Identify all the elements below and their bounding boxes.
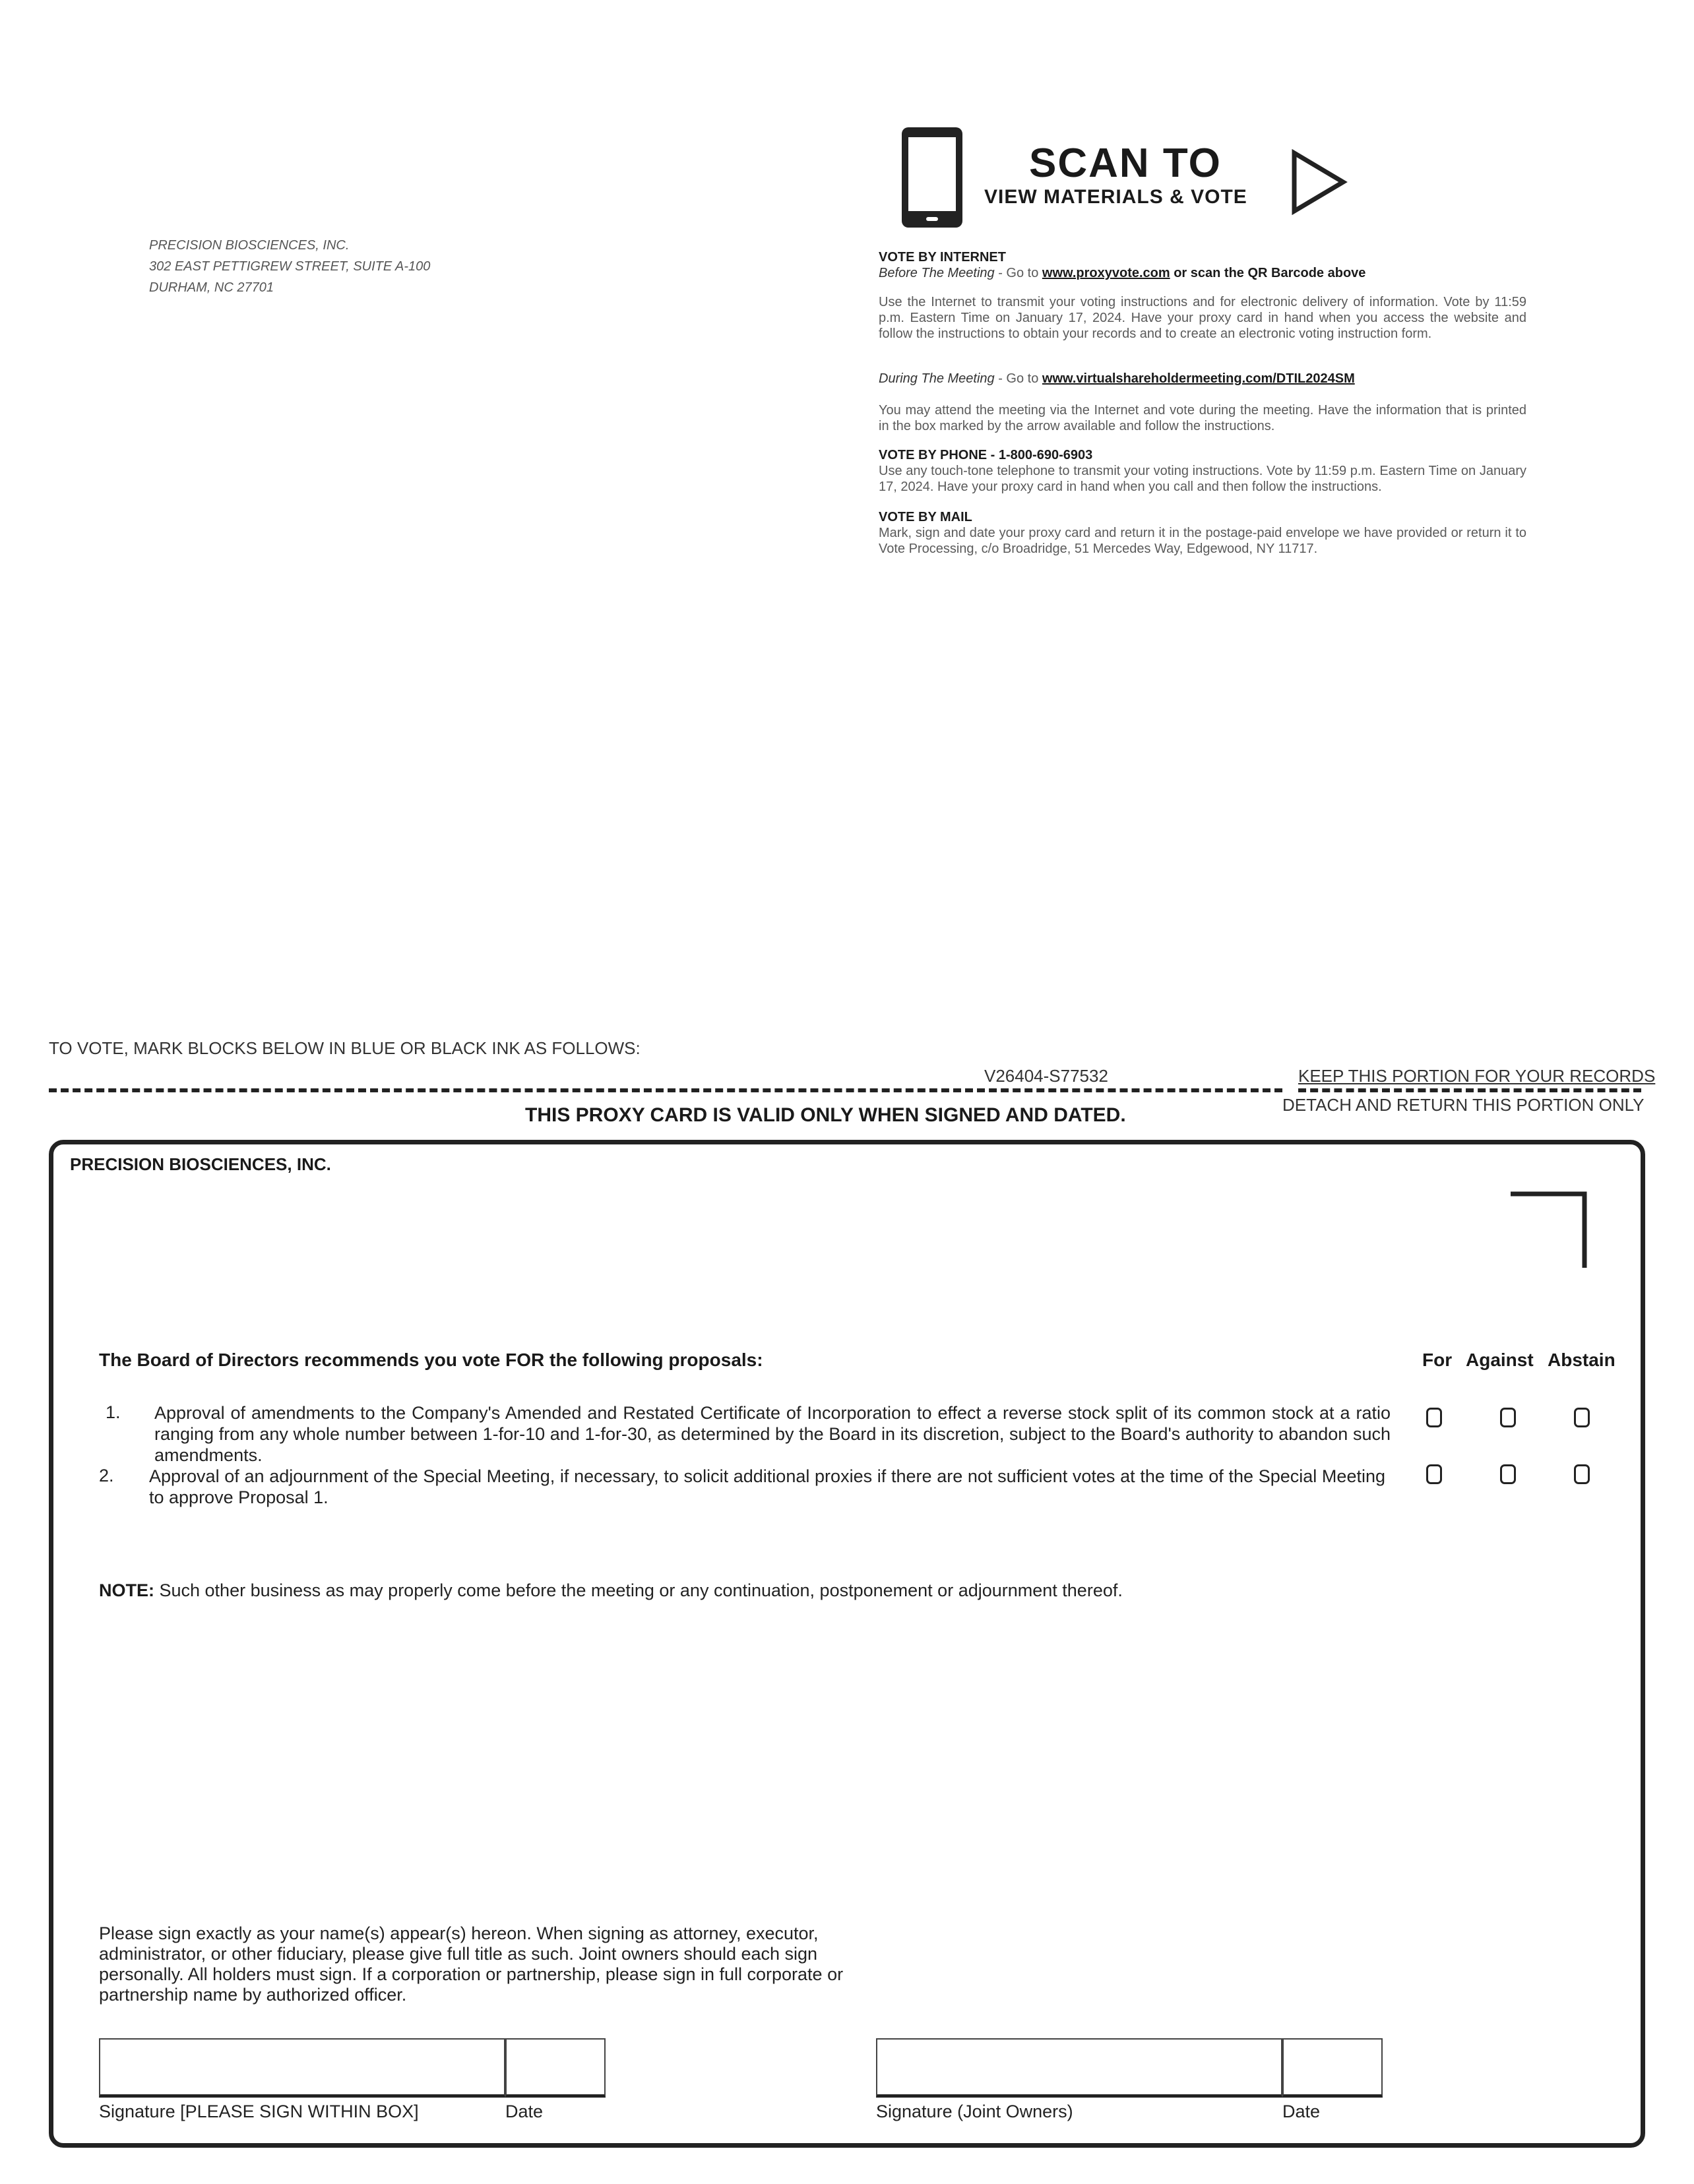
proposal-1-for-checkbox[interactable] <box>1426 1408 1442 1427</box>
during-meeting-body: You may attend the meeting via the Internet and vote during the meeting. Have the information that is printed in the box marked by the arrow available and follow the instructions. <box>879 403 1526 433</box>
proposal-text: Approval of an adjournment of the Special Meeting, if necessary, to solicit additional proxies if there are not sufficient votes at the time of the Special Meeting to approve Proposal 1. <box>149 1466 1385 1507</box>
card-company-name: PRECISION BIOSCIENCES, INC. <box>70 1154 331 1174</box>
joint-date-box[interactable] <box>1282 2038 1383 2098</box>
column-abstain: Abstain <box>1548 1350 1616 1370</box>
proposal-number: 2. <box>99 1466 114 1485</box>
before-meeting-line <box>879 265 1526 281</box>
proxyvote-link[interactable]: www.proxyvote.com <box>1042 266 1170 280</box>
vote-internet-heading: VOTE BY INTERNET <box>879 250 1006 265</box>
detach-line <box>49 1088 1282 1092</box>
corner-registration-mark <box>1511 1191 1587 1268</box>
column-for: For <box>1422 1350 1453 1370</box>
during-meeting-line <box>879 371 1526 387</box>
joint-signature-label: Signature (Joint Owners) <box>876 2102 1073 2121</box>
signing-instructions: Please sign exactly as your name(s) appear(s) hereon. When signing as attorney, executor, administrator, or other fiduciary, please give full title as such. Joint owners should each sign personally. All holders must sign. If a corporation or partnership, please sign in full corporate or partnership name by authorized officer. <box>99 1923 844 2005</box>
mark-instructions: TO VOTE, MARK BLOCKS BELOW IN BLUE OR BLACK INK AS FOLLOWS: <box>49 1038 641 1058</box>
keep-portion-label: KEEP THIS PORTION FOR YOUR RECORDS <box>1298 1066 1656 1086</box>
vote-internet-body: Use the Internet to transmit your voting instructions and for electronic delivery of information. Vote by 11:59 p.m. Eastern Time on January 17, 2024. Have your proxy card in hand when you access the website and follow the instructions to obtain your records and to create an electronic voting instruction form. <box>879 295 1526 341</box>
note-text: Such other business as may properly come before the meeting or any continuation, postponement or adjournment thereof. <box>154 1580 1123 1600</box>
vote-by-mail <box>879 509 1526 557</box>
signature-label: Signature [PLEASE SIGN WITHIN BOX] <box>99 2102 419 2121</box>
return-address-line2: 302 EAST PETTIGREW STREET, SUITE A-100 <box>149 259 431 274</box>
proposal-2-for-checkbox[interactable] <box>1426 1464 1442 1484</box>
proposal-2-abstain-checkbox[interactable] <box>1574 1464 1590 1484</box>
proposal-number: 1. <box>106 1402 121 1422</box>
valid-notice: THIS PROXY CARD IS VALID ONLY WHEN SIGNED AND DATED. <box>525 1104 1126 1126</box>
detach-line-right <box>1298 1088 1641 1092</box>
play-arrow-icon <box>1290 149 1348 215</box>
proposal-1-abstain-checkbox[interactable] <box>1574 1408 1590 1427</box>
scan-subtitle: VIEW MATERIALS & VOTE <box>984 186 1247 208</box>
scan-title: SCAN TO <box>1029 140 1222 186</box>
return-address <box>149 235 430 298</box>
before-goto: - Go to <box>994 266 1042 280</box>
date-label: Date <box>505 2102 544 2121</box>
vote-by-phone <box>879 447 1526 495</box>
return-address-line1: PRECISION BIOSCIENCES, INC. <box>149 238 350 253</box>
board-recommendation: The Board of Directors recommends you vote FOR the following proposals: <box>99 1350 763 1370</box>
signature-box[interactable] <box>99 2038 505 2098</box>
note-label: NOTE: <box>99 1580 154 1600</box>
note <box>99 1580 1123 1601</box>
virtual-meeting-link[interactable]: www.virtualshareholdermeeting.com/DTIL2024SM <box>1042 371 1355 386</box>
detach-return-label: DETACH AND RETURN THIS PORTION ONLY <box>1282 1095 1645 1115</box>
before-meeting-tail: or scan the QR Barcode above <box>1170 266 1366 280</box>
vote-mail-heading: VOTE BY MAIL <box>879 510 972 524</box>
smartphone-icon <box>900 125 964 230</box>
before-meeting-label: Before The Meeting <box>879 266 995 280</box>
return-address-line3: DURHAM, NC 27701 <box>149 280 274 295</box>
vote-phone-body: Use any touch-tone telephone to transmit your voting instructions. Vote by 11:59 p.m. Eastern Time on January 17, 2024. Have your proxy card in hand when you call and then follow the instructions. <box>879 464 1526 494</box>
joint-signature-box[interactable] <box>876 2038 1282 2098</box>
proposal-1-against-checkbox[interactable] <box>1500 1408 1516 1427</box>
vote-mail-body: Mark, sign and date your proxy card and return it in the postage-paid envelope we have provided or return it to Vote Processing, c/o Broadridge, 51 Mercedes Way, Edgewood, NY 11717. <box>879 526 1526 556</box>
proposal-text: Approval of amendments to the Company's Amended and Restated Certificate of Incorporation to effect a reverse stock split of its common stock at a ratio ranging from any whole number between 1-for-10 and 1-for-30, as determined by the Board in its discretion, subject to the Board's authority to abandon such amendments. <box>154 1403 1391 1465</box>
control-code: V26404-S77532 <box>984 1066 1108 1086</box>
vote-by-internet <box>879 249 1526 281</box>
joint-date-label: Date <box>1282 2102 1321 2121</box>
proposal-2-against-checkbox[interactable] <box>1500 1464 1516 1484</box>
column-against: Against <box>1466 1350 1534 1370</box>
date-box[interactable] <box>505 2038 606 2098</box>
during-goto: - Go to <box>994 371 1042 386</box>
during-meeting-label: During The Meeting <box>879 371 995 386</box>
vote-phone-heading: VOTE BY PHONE - 1-800-690-6903 <box>879 448 1093 462</box>
